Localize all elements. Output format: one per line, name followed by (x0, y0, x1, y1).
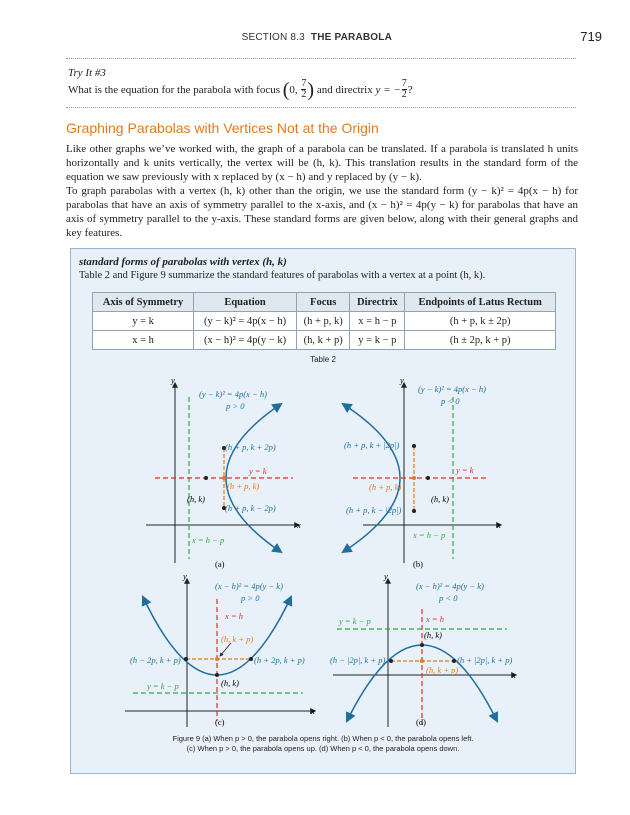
x-axis-label: x (297, 520, 301, 530)
question-text: What is the equation for the parabola with focus (68, 83, 280, 96)
vertex-label: (h, k) (424, 630, 442, 640)
vertex-label: (h, k) (431, 494, 449, 504)
condition-label: p < 0 (439, 593, 458, 603)
section-number: SECTION 8.3 (241, 32, 305, 43)
directrix-fraction (402, 79, 407, 100)
question-mid: and directrix (316, 83, 373, 96)
panel-label: (c) (215, 717, 225, 727)
vertex-point (420, 643, 424, 647)
focus-fraction (301, 79, 306, 100)
x-axis-label: x (311, 706, 315, 716)
try-it-box (66, 58, 576, 108)
table-header: Directrix (350, 293, 405, 312)
running-head (242, 32, 392, 43)
axis-label: y = k (249, 466, 267, 476)
vertex-label: (h, k) (221, 678, 239, 688)
panel-label: (a) (215, 559, 225, 569)
focus-point (412, 476, 416, 480)
vertex-label: (h, k) (187, 494, 205, 504)
equation-label: (x − h)² = 4p(y − k) (416, 581, 484, 591)
panel-a (146, 375, 301, 569)
focus-point (420, 659, 424, 663)
table-cell: (h ± 2p, k + p) (405, 331, 556, 350)
figure-9 (71, 249, 575, 773)
latus-endpoint (184, 657, 188, 661)
focus-pointer (220, 643, 231, 656)
axis-label: x = h (225, 611, 244, 621)
table-cell: y = k (93, 312, 194, 331)
table-cell: (h + p, k ± 2p) (405, 312, 556, 331)
table-header: Equation (194, 293, 297, 312)
figure-caption-line: (c) When p > 0, the parabola opens up. (d) When p < 0, the parabola opens down. (186, 744, 460, 753)
focus-point (215, 657, 219, 661)
axis-label: x = h (426, 614, 445, 624)
focus-label: (h, k + p) (221, 634, 254, 644)
vertex-point (426, 476, 430, 480)
latus-bottom-label: (h + p, k − 2p) (225, 503, 276, 513)
page-header (0, 31, 630, 47)
directrix-label: x = h − p (192, 535, 225, 545)
directrix-label: x = h − p (413, 530, 446, 540)
latus-left-label: (h − |2p|, k + p) (330, 655, 386, 665)
axis-label: y = k (456, 465, 474, 475)
section-heading: Graphing Parabolas with Vertices Not at the Origin (66, 120, 379, 136)
directrix-label: y = k − p (339, 616, 371, 626)
directrix-lhs: y = − (375, 83, 401, 96)
x-axis-label: x (512, 670, 516, 680)
vertex-point (215, 673, 219, 677)
directrix-label: y = k − p (147, 681, 179, 691)
try-it-title: Try It #3 (68, 67, 106, 79)
figure-caption-line: Figure 9 (a) When p > 0, the parabola opens right. (b) When p < 0, the parabola opens left. (172, 734, 474, 743)
latus-top-label: (h + p, k + |2p|) (344, 440, 400, 450)
box-title: standard forms of parabolas with vertex (h, k) (79, 256, 287, 268)
table-cell: (y − k)² = 4p(x − h) (194, 312, 297, 331)
focus-label: (h + p, k) (369, 482, 402, 492)
latus-right-label: (h + |2p|, k + p) (457, 655, 513, 665)
try-it-question (68, 79, 413, 100)
page-number: 719 (580, 29, 602, 44)
paren-open: ( (282, 78, 290, 101)
panel-label: (d) (416, 717, 426, 727)
latus-endpoint (249, 657, 253, 661)
table-cell: (h + p, k) (297, 312, 350, 331)
focus-x: 0, (289, 83, 298, 96)
table-header: Axis of Symmetry (93, 293, 194, 312)
panel-label: (b) (413, 559, 423, 569)
fraction-num: 7 (401, 78, 407, 89)
table-caption: Table 2 (310, 355, 336, 364)
x-axis-label: x (497, 520, 501, 530)
table-header: Endpoints of Latus Rectum (405, 293, 556, 312)
paren-close: ) (307, 78, 315, 101)
latus-endpoint (412, 509, 416, 513)
latus-endpoint (452, 659, 456, 663)
focus-point (222, 476, 226, 480)
latus-bottom-label: (h + p, k − |2p|) (346, 505, 402, 515)
panel-c (125, 571, 315, 727)
panel-d (330, 571, 516, 727)
equation-label: (y − k)² = 4p(x − h) (199, 389, 267, 399)
y-axis-label: y (400, 375, 404, 385)
condition-label: p < 0 (441, 396, 460, 406)
equation-label: (y − k)² = 4p(x − h) (418, 384, 486, 394)
paragraph-standard-forms: To graph parabolas with a vertex (h, k) other than the origin, we use the standard form (y − k)² = 4p(x − h) for parabolas that have an axis of symmetry parallel to the x-axis, and (x − h)² = 4p(y − k) for parabolas that have an axis of symmetry parallel to the y-axis. These standard forms are given below, along with their general graphs and key features. (66, 185, 578, 239)
table-cell: (x − h)² = 4p(y − k) (194, 331, 297, 350)
focus-label: (h, k + p) (426, 665, 459, 675)
focus-label: (h + p, k) (227, 481, 260, 491)
latus-endpoint (412, 444, 416, 448)
section-title: THE PARABOLA (310, 32, 392, 43)
latus-top-label: (h + p, k + 2p) (225, 442, 276, 452)
question-end: ? (407, 83, 413, 96)
key-concept-box (70, 248, 576, 774)
y-axis-label: y (384, 571, 388, 581)
fraction-num: 7 (301, 78, 307, 89)
table-header: Focus (297, 293, 350, 312)
paragraph-translation: Like other graphs we’ve worked with, the graph of a parabola can be translated. If a parabola is translated h units horizontally and k units vertically, the vertex will be (h, k). This translation results in the standard form of the equation we saw previously with x replaced by (x − h) and y replaced by (y − k). (66, 143, 578, 183)
table-cell: x = h − p (350, 312, 405, 331)
y-axis-label: y (171, 375, 175, 385)
fraction-den: 2 (401, 89, 407, 100)
figure-caption (71, 734, 575, 754)
table-cell: y = k − p (350, 331, 405, 350)
fraction-den: 2 (301, 89, 307, 100)
box-description: Table 2 and Figure 9 summarize the standard features of parabolas with a vertex at a point (h, k). (79, 270, 486, 281)
y-axis-label: y (183, 571, 187, 581)
table-cell: (h, k + p) (297, 331, 350, 350)
condition-label: p > 0 (226, 401, 245, 411)
latus-right-label: (h + 2p, k + p) (254, 655, 305, 665)
table-cell: x = h (93, 331, 194, 350)
latus-left-label: (h − 2p, k + p) (130, 655, 181, 665)
latus-endpoint (389, 659, 393, 663)
equation-label: (x − h)² = 4p(y − k) (215, 581, 283, 591)
panel-b (343, 375, 501, 569)
condition-label: p > 0 (241, 593, 260, 603)
vertex-point (204, 476, 208, 480)
